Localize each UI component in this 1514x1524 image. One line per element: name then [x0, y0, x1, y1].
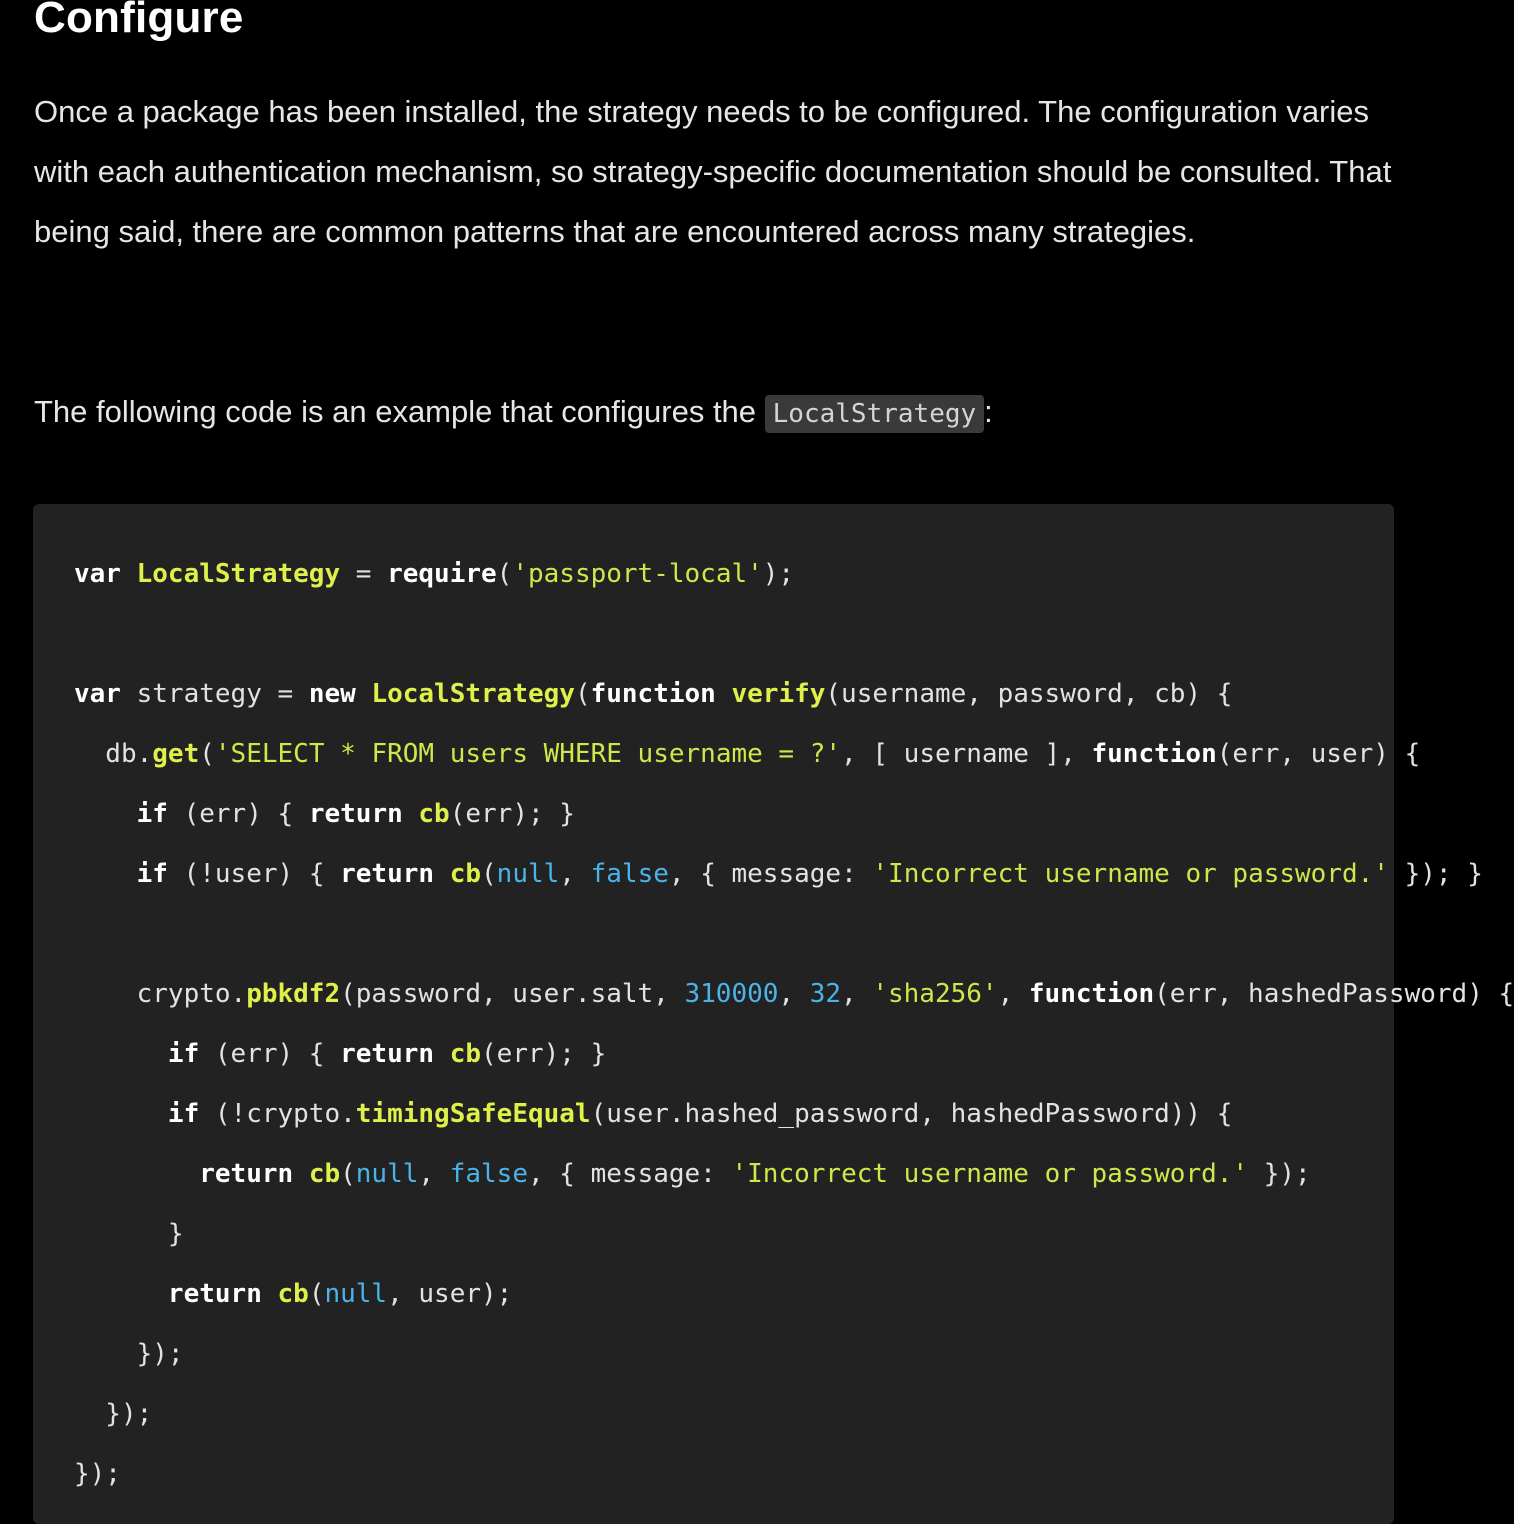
- code-text: (err) {: [199, 1039, 341, 1069]
- code-text: ,: [997, 979, 1029, 1009]
- code-line: [74, 604, 1514, 664]
- code-text: , user);: [387, 1279, 513, 1309]
- code-text: [262, 1279, 278, 1309]
- code-keyword: new: [308, 679, 356, 709]
- code-string: 'sha256': [872, 979, 998, 1009]
- code-line: [74, 1324, 1514, 1384]
- code-function-name: cb: [418, 799, 450, 829]
- code-literal: 32: [809, 979, 842, 1009]
- code-lines: [74, 544, 1514, 1504]
- intro-paragraph: Once a package has been installed, the strategy needs to be configured. The configuration varies with each authentication mechanism, so strategy-specific documentation should be consulted. That being said, there are common patterns that are encountered across many strategies.: [34, 94, 1392, 249]
- code-text: , { message:: [528, 1159, 732, 1189]
- code-text: =: [340, 559, 388, 589]
- code-function-name: get: [152, 739, 200, 769]
- code-text: );: [762, 559, 795, 589]
- code-literal: 310000: [684, 979, 779, 1009]
- code-text: }: [74, 1219, 184, 1249]
- code-keyword: var: [74, 559, 121, 589]
- code-text: [434, 859, 450, 889]
- code-keyword: function: [590, 679, 716, 709]
- code-line: [74, 964, 1514, 1024]
- code-text: });: [1248, 1159, 1311, 1189]
- code-line: [74, 904, 1514, 964]
- code-text: [121, 559, 137, 589]
- code-keyword: return: [340, 1039, 435, 1069]
- inline-code-localstrategy: LocalStrategy: [765, 395, 985, 433]
- code-keyword: if: [167, 1099, 200, 1129]
- code-function-name: LocalStrategy: [136, 559, 341, 589]
- code-text: (err) {: [167, 799, 309, 829]
- code-text: ,: [778, 979, 810, 1009]
- code-text: (user.hashed_password, hashedPassword)) {: [590, 1099, 1233, 1129]
- code-text: (: [481, 859, 497, 889]
- code-line: [74, 724, 1514, 784]
- code-text: (: [340, 1159, 356, 1189]
- code-keyword: return: [167, 1279, 262, 1309]
- code-string: 'passport-local': [512, 559, 763, 589]
- code-line: [74, 1384, 1514, 1444]
- code-block[interactable]: [33, 504, 1514, 1524]
- code-function-name: cb: [449, 1039, 482, 1069]
- code-keyword: return: [199, 1159, 294, 1189]
- code-text: (: [574, 679, 591, 709]
- code-keyword: if: [167, 1039, 200, 1069]
- code-text: (err, hashedPassword) {: [1154, 979, 1514, 1009]
- code-text: [74, 1159, 199, 1189]
- code-text: [403, 799, 419, 829]
- code-keyword: var: [74, 679, 121, 709]
- code-line: [74, 1204, 1514, 1264]
- code-text: [74, 1039, 168, 1069]
- code-keyword: if: [136, 859, 168, 889]
- code-text: , { message:: [668, 859, 873, 889]
- code-text: [74, 859, 137, 889]
- code-line: [74, 664, 1514, 724]
- page-heading: Configure: [34, 0, 244, 42]
- code-text: (err); }: [449, 799, 575, 829]
- code-string: 'SELECT * FROM users WHERE username = ?': [214, 739, 842, 769]
- code-text: });: [74, 1459, 121, 1489]
- code-function-name: cb: [308, 1159, 341, 1189]
- code-text: (!crypto.: [199, 1099, 356, 1129]
- example-paragraph-colon: :: [984, 394, 993, 429]
- code-text: crypto.: [74, 979, 247, 1009]
- code-keyword: return: [340, 859, 435, 889]
- code-line: [74, 1264, 1514, 1324]
- code-literal: null: [496, 859, 560, 889]
- code-line: [74, 844, 1514, 904]
- code-function-name: timingSafeEqual: [355, 1099, 591, 1129]
- code-string: 'Incorrect username or password.': [731, 1159, 1249, 1189]
- code-keyword: if: [136, 799, 168, 829]
- example-paragraph: [34, 382, 1404, 444]
- code-text: [356, 679, 372, 709]
- code-text: (!user) {: [167, 859, 341, 889]
- code-text: (username, password, cb) {: [825, 679, 1233, 709]
- code-text: ,: [841, 979, 873, 1009]
- code-literal: false: [449, 1159, 528, 1189]
- code-line: [74, 1024, 1514, 1084]
- code-keyword: return: [308, 799, 403, 829]
- code-line: [74, 1084, 1514, 1144]
- code-text: (: [308, 1279, 325, 1309]
- code-line: [74, 1144, 1514, 1204]
- code-function-name: LocalStrategy: [371, 679, 575, 709]
- code-text: });: [74, 1399, 153, 1429]
- code-line: [74, 1444, 1514, 1504]
- code-text: strategy =: [120, 679, 309, 709]
- code-text: , [ username ],: [841, 739, 1092, 769]
- code-text: (: [496, 559, 513, 589]
- code-text: [434, 1039, 450, 1069]
- code-text: (err); }: [481, 1039, 607, 1069]
- code-text: });: [74, 1339, 184, 1369]
- code-string: 'Incorrect username or password.': [872, 859, 1389, 889]
- code-text: }); }: [1388, 859, 1483, 889]
- code-function-name: pbkdf2: [246, 979, 341, 1009]
- code-text: (: [199, 739, 215, 769]
- code-line: [74, 784, 1514, 844]
- code-keyword: function: [1028, 979, 1155, 1009]
- example-paragraph-text: The following code is an example that configures the: [34, 394, 765, 429]
- code-literal: null: [324, 1279, 388, 1309]
- code-keyword: function: [1091, 739, 1217, 769]
- code-literal: false: [590, 859, 669, 889]
- code-text: [716, 679, 732, 709]
- code-line: [74, 544, 1514, 604]
- code-literal: null: [355, 1159, 419, 1189]
- code-text: (err, user) {: [1216, 739, 1421, 769]
- code-text: db.: [74, 739, 153, 769]
- code-text: ,: [559, 859, 591, 889]
- code-keyword: require: [387, 559, 497, 589]
- code-text: (password, user.salt,: [340, 979, 685, 1009]
- code-function-name: cb: [277, 1279, 309, 1309]
- code-text: [74, 1279, 168, 1309]
- code-function-name: cb: [449, 859, 482, 889]
- code-text: [74, 799, 137, 829]
- code-function-name: verify: [731, 679, 826, 709]
- code-text: [293, 1159, 309, 1189]
- code-text: ,: [418, 1159, 450, 1189]
- code-text: [74, 1099, 168, 1129]
